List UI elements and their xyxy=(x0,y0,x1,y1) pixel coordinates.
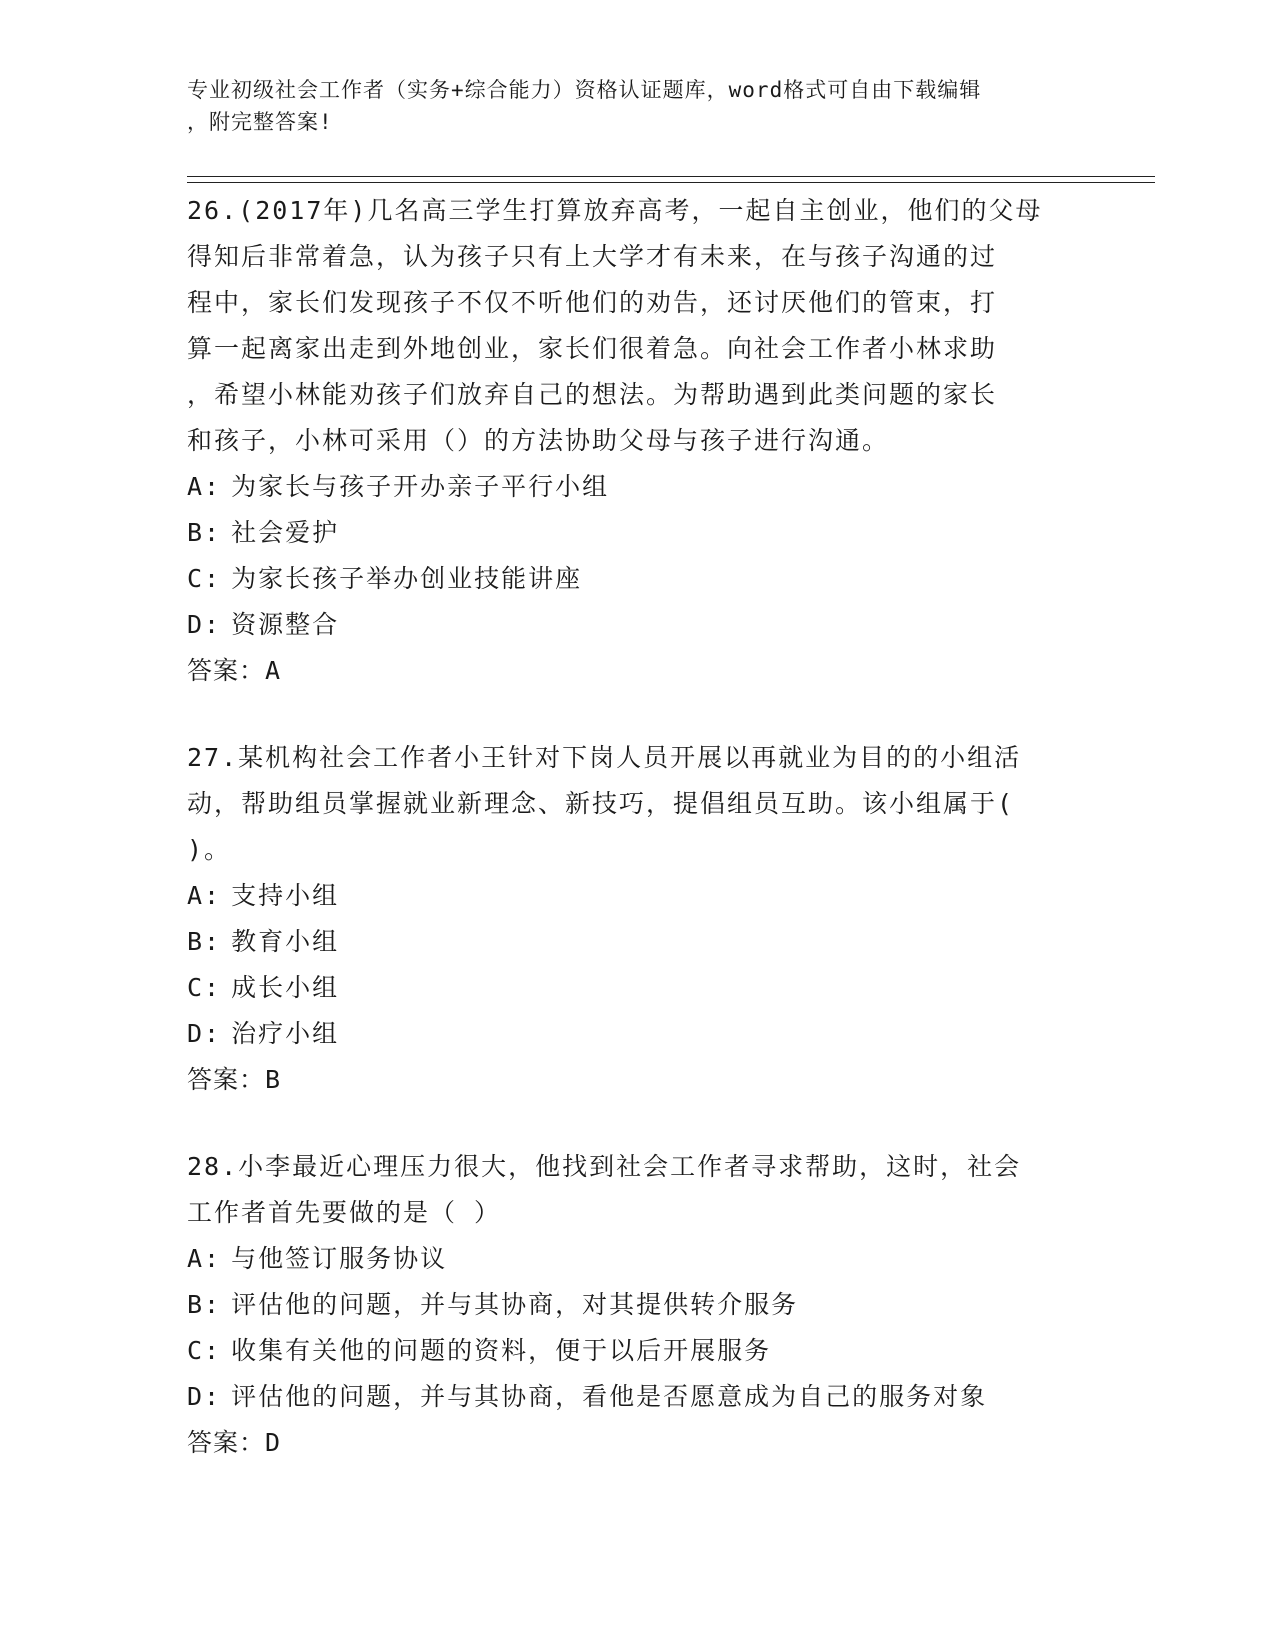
option-letter: B: xyxy=(187,518,222,547)
option-letter: D: xyxy=(187,610,222,639)
option-text: 与他签订服务协议 xyxy=(231,1244,448,1273)
header-line-2: ，附完整答案! xyxy=(187,110,333,134)
option-letter: A: xyxy=(187,881,222,910)
question-stem-line: 27.某机构社会工作者小王针对下岗人员开展以再就业为目的的小组活 xyxy=(187,743,1022,772)
option-text: 治疗小组 xyxy=(231,1019,340,1048)
option-a xyxy=(187,1236,1087,1282)
option-letter: A: xyxy=(187,1244,222,1273)
option-letter: D: xyxy=(187,1019,222,1048)
header-line-1: 专业初级社会工作者（实务+综合能力）资格认证题库，word格式可自由下载编辑 xyxy=(187,78,982,102)
option-d xyxy=(187,602,1087,648)
question-stem-line: 算一起离家出走到外地创业，家长们很着急。向社会工作者小林求助 xyxy=(187,334,998,363)
option-text: 资源整合 xyxy=(231,610,340,639)
option-b xyxy=(187,1282,1087,1328)
option-letter: D: xyxy=(187,1382,222,1411)
question-stem-line: 得知后非常着急，认为孩子只有上大学才有未来，在与孩子沟通的过 xyxy=(187,242,998,271)
answer-line xyxy=(187,648,1087,694)
header-rule-top xyxy=(187,176,1155,177)
question-stem-line: 动，帮助组员掌握就业新理念、新技巧，提倡组员互助。该小组属于( xyxy=(187,789,1015,818)
page-header xyxy=(187,74,1087,138)
answer-line xyxy=(187,1057,1087,1103)
answer-value: D xyxy=(265,1428,282,1457)
option-text: 支持小组 xyxy=(231,881,340,910)
question-stem-line: 和孩子，小林可采用（）的方法协助父母与孩子进行沟通。 xyxy=(187,426,890,455)
header-rule-bottom xyxy=(187,182,1155,183)
option-text: 教育小组 xyxy=(231,927,340,956)
option-d xyxy=(187,1374,1087,1420)
option-letter: C: xyxy=(187,973,222,1002)
option-text: 评估他的问题，并与其协商，看他是否愿意成为自己的服务对象 xyxy=(231,1382,988,1411)
option-text: 成长小组 xyxy=(231,973,340,1002)
question-28 xyxy=(187,1144,1087,1466)
option-d xyxy=(187,1011,1087,1057)
option-letter: C: xyxy=(187,564,222,593)
option-text: 评估他的问题，并与其协商，对其提供转介服务 xyxy=(231,1290,799,1319)
question-27 xyxy=(187,735,1087,1103)
option-c xyxy=(187,556,1087,602)
question-stem-line: )。 xyxy=(187,835,232,864)
option-text: 为家长孩子举办创业技能讲座 xyxy=(231,564,583,593)
option-c xyxy=(187,1328,1087,1374)
option-letter: B: xyxy=(187,927,222,956)
option-letter: C: xyxy=(187,1336,222,1365)
answer-value: B xyxy=(265,1065,282,1094)
option-text: 为家长与孩子开办亲子平行小组 xyxy=(231,472,610,501)
option-letter: B: xyxy=(187,1290,222,1319)
option-a xyxy=(187,464,1087,510)
question-stem-line: 26.(2017年)几名高三学生打算放弃高考，一起自主创业，他们的父母 xyxy=(187,196,1043,225)
option-b xyxy=(187,919,1087,965)
option-a xyxy=(187,873,1087,919)
question-stem-line: 28.小李最近心理压力很大，他找到社会工作者寻求帮助，这时，社会 xyxy=(187,1152,1022,1181)
answer-line xyxy=(187,1420,1087,1466)
question-stem-line: 程中，家长们发现孩子不仅不听他们的劝告，还讨厌他们的管束，打 xyxy=(187,288,998,317)
answer-label: 答案： xyxy=(187,656,266,685)
option-text: 社会爱护 xyxy=(231,518,340,547)
answer-label: 答案： xyxy=(187,1428,266,1457)
option-c xyxy=(187,965,1087,1011)
question-stem-line: ，希望小林能劝孩子们放弃自己的想法。为帮助遇到此类问题的家长 xyxy=(187,380,998,409)
option-text: 收集有关他的问题的资料，便于以后开展服务 xyxy=(231,1336,772,1365)
question-stem-line: 工作者首先要做的是（ ） xyxy=(187,1198,502,1227)
option-letter: A: xyxy=(187,472,222,501)
answer-value: A xyxy=(265,656,282,685)
answer-label: 答案： xyxy=(187,1065,266,1094)
option-b xyxy=(187,510,1087,556)
question-26 xyxy=(187,188,1087,694)
